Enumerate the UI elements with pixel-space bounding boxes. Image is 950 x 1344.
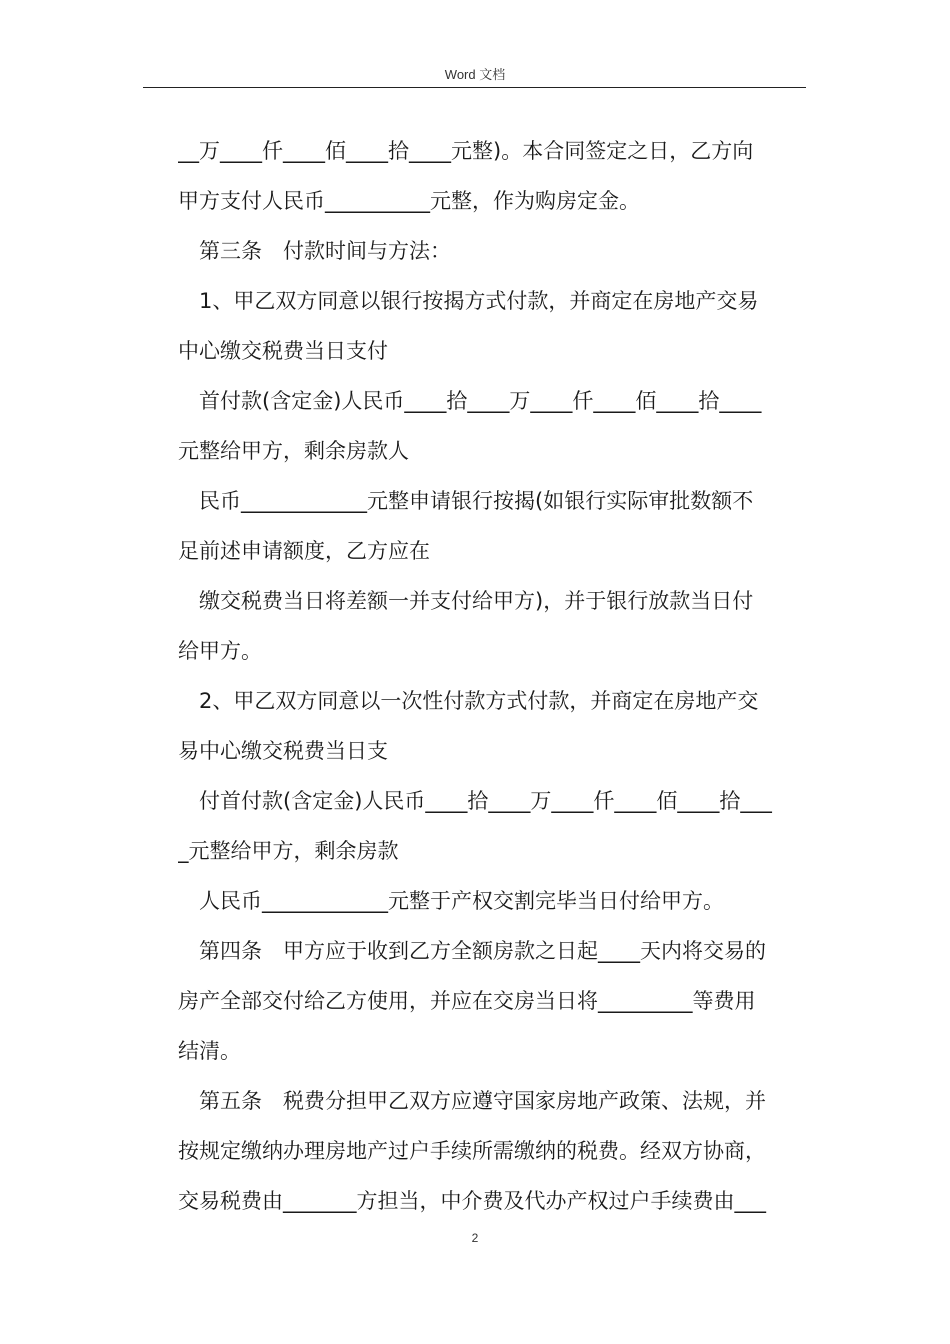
page-header: Word 文档: [444, 67, 506, 82]
body-line: 第三条 付款时间与方法：: [199, 239, 451, 263]
header-divider: [143, 87, 806, 88]
body-line: 中心缴交税费当日支付: [178, 339, 388, 363]
body-line: 第四条 甲方应于收到乙方全额房款之日起____天内将交易的: [199, 939, 766, 963]
page-number: 2: [471, 1231, 479, 1245]
body-line: 付首付款(含定金)人民币____拾____万____仟____佰____拾___: [199, 789, 772, 813]
body-line: 房产全部交付给乙方使用，并应在交房当日将_________等费用: [178, 989, 756, 1013]
body-line: 第五条 税费分担甲乙双方应遵守国家房地产政策、法规，并: [199, 1089, 766, 1113]
body-line: _元整给甲方，剩余房款: [178, 839, 399, 863]
body-line: 民币____________元整申请银行按揭(如银行实际审批数额不: [199, 489, 754, 513]
document-body: [178, 126, 798, 1226]
body-line: 按规定缴纳办理房地产过户手续所需缴纳的税费。经双方协商，: [178, 1139, 766, 1163]
body-line: 给甲方。: [178, 639, 262, 663]
body-line: 结清。: [178, 1039, 241, 1063]
body-line: 甲方支付人民币__________元整，作为购房定金。: [178, 189, 640, 213]
body-line: 元整给甲方，剩余房款人: [178, 439, 409, 463]
body-line: 首付款(含定金)人民币____拾____万____仟____佰____拾____: [199, 389, 762, 413]
body-line: 交易税费由_______方担当，中介费及代办产权过户手续费由___: [178, 1189, 766, 1213]
body-line: 缴交税费当日将差额一并支付给甲方)，并于银行放款当日付: [199, 589, 754, 613]
body-line: __万____仟____佰____拾____元整)。本合同签定之日，乙方向: [178, 139, 754, 163]
body-line: 易中心缴交税费当日支: [178, 739, 388, 763]
body-line: 2、甲乙双方同意以一次性付款方式付款，并商定在房地产交: [199, 689, 759, 713]
body-line: 足前述申请额度，乙方应在: [178, 539, 430, 563]
body-line: 人民币____________元整于产权交割完毕当日付给甲方。: [199, 889, 724, 913]
body-line: 1、甲乙双方同意以银行按揭方式付款，并商定在房地产交易: [199, 289, 759, 313]
